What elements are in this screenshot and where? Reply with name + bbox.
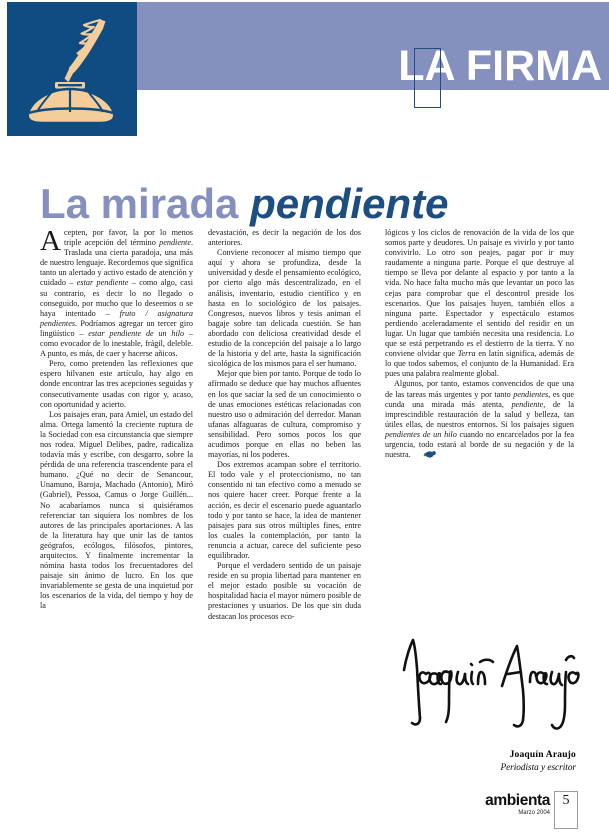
article-column-3 [385,228,574,462]
signature-role: Periodista y escritor [500,762,576,772]
headline-part-italic: pendiente [250,180,449,228]
footer-brand-block [455,793,550,823]
end-flourish-icon [414,450,436,462]
article-column-2 [208,228,361,622]
paragraph: Dos extremos acampan sobre el territorio. El todo vale y el proteccionismo, no tan consentido ni tan efectivo como a menudo se nos quiere hacer creer. Porque frente a la acción, es decir el escenario puede aguantarlo todo y por tanto se hace, la idea de mantener paisajes para sus otros múltiples fines, entre los cuales la contemplación, por tanto la renuncia a actuar, carece del suficiente peso equilibrador. [208,460,361,560]
magazine-logo [7,2,137,136]
paragraph: Mejor que bien por tanto. Porque de todo lo afirmado se deduce que hay muchos afluentes en los que saciar la sed de un conocimiento o de unas emociones estéticas relacionadas con nuestro uso o admiración del derredor. Manan ufanas alfaguaras de cultura, compromiso y sensibilidad. Pero somos pocos los que acudimos porque en ellas no beben las mayorías, ni los poderes. [208,369,361,460]
paragraph: Porque el verdadero sentido de un paisaje reside en su propia libertad para mantener en el mejor estado posible su vocación de hospitalidad hacia el mayor número posible de prestaciones y usuarios. De los que sin duda destacan los procesos eco- [208,561,361,621]
drop-cap: A [40,225,61,257]
page-footer [455,793,600,831]
masthead [0,0,609,140]
section-title: LA FIRMA [398,42,602,90]
paragraph: devastación, es decir la negación de los dos anteriores. [208,228,361,248]
paragraph: Pero, como pretenden las reflexiones que espero hilvanen este artículo, hay algo en donde encontrar las tres acepciones seguidas y consecutivamente usadas con rigor y, acaso, con oportunidad y acierto. [40,359,193,409]
signature-name: Joaquín Araujo [509,750,576,760]
page-number: 5 [554,791,578,829]
article-column-1 [40,225,194,612]
paragraph: Conviene reconocer al mismo tiempo que aquí y ahora se profundiza, desde la universidad y desde el pensamiento ecológico, por cierto algo más descentralizado, en el análisis, inventario, estudio científico y en hasta en lo sociológico de los paisajes. Congresos, nuevos libros y tesis animan el bagaje sobre tan delicada cuestión. Se han abordado con deliciosa creatividad desde el estudio de la concepción del paisaje a lo largo de la historia y del arte, hasta la significación sicológica de los mismos para el ser humano. [208,248,361,369]
article-headline [40,180,600,228]
quill-pen-inkwell-icon [7,2,137,136]
signature-block [380,630,580,790]
paragraph: lógicos y los ciclos de renovación de la vida de los que somos parte y deudores. Un paisaje es vivirlo y por tanto convivirlo. Lo otro son peajes, pagar por ir muy raudamente a ninguna parte. Porque el que destruye al tiempo se lleva por delante al espacio y por tanto a la vida. No hace falta mucho más que levantar un poco las cejas para comprobar que el descontrol preside los escenarios. Que los paisajes huyen, también ellos a ninguna parte. Espectador y espectáculo estamos perdiendo aceleradamente el sentido del residir en un lugar. Un lugar que también necesita una residencia. Lo que se está perpetrando es el destierro de la tierra. Y no conviene olvidar que Terra en latín significa, además de lo que todos sabemos, el conjunto de la Humanidad. Era pues una palabra realmente global. [385,228,574,379]
paragraph: cepten, por favor, la por lo menos triple acepción del término pendiente. Traslada una cierta paradoja, una más de nuestro lenguaje. Recordemos que significa tanto un alertado y activo estado de atención y cuidado – estar pendiente – como algo, casi su contrario, es decir lo no llegado o conseguido, por mucho que lo deseemos o se haya intentado – fruto / asignatura pendientes. Podríamos agregar un tercer giro lingüístico – estar pendiente de un hilo – como evocador de lo inestable, frágil, deleble. A punto, es más, de caer y hacerse añicos. [40,228,194,359]
paragraph: Los paisajes eran, para Amiel, un estado del alma. Ortega lamentó la creciente ruptura de la Sociedad con esa circunstancia que siempre nos rodea. Miguel Delibes, padre, radicaliza todavía más y escribe, con desgarro, sobre la pérdida de una referencia trascendente para el humano. ¿Qué no decir de Senancour, Unamuno, Baroja, Machado (Antonio), Miró (Gabriel), Pessoa, Camus o Jorge Guillén... No acabaríamos nunca si quisiéramos referenciar tan siquiera los nombres de los autores de las principales aportaciones. A las de la literatura hay que unir las de tantos geógrafos, ecólogos, filósofos, pintores, arquitectos. Y finalmente incrementar la nómina hasta todos los frecuentadores del paisaje sin ánimo de lucro. En los que invariablemente se gesta de una inquietud por los escenarios de la vida, del tiempo y hoy de la [40,409,193,611]
handwritten-signature [380,630,580,750]
letter-highlight-box [414,48,441,108]
footer-date: Marzo 2004 [518,810,550,816]
headline-part-regular: La mirada [40,180,251,228]
paragraph: Algunos, por tanto, estamos convencidos de que una de las tareas más urgentes y por tanto pendientes, es que cunda una mirada más atenta, pendiente, de la imprescindible restauración de la salud y belleza, tan útiles ellas, de nuestros entornos. Si los paisajes siguen pendientes de un hilo cuando no encarcelados por la fea urgencia, todo estará al borde de su negación y de la nuestra. [385,379,574,462]
footer-brand: ambienta [485,792,550,809]
